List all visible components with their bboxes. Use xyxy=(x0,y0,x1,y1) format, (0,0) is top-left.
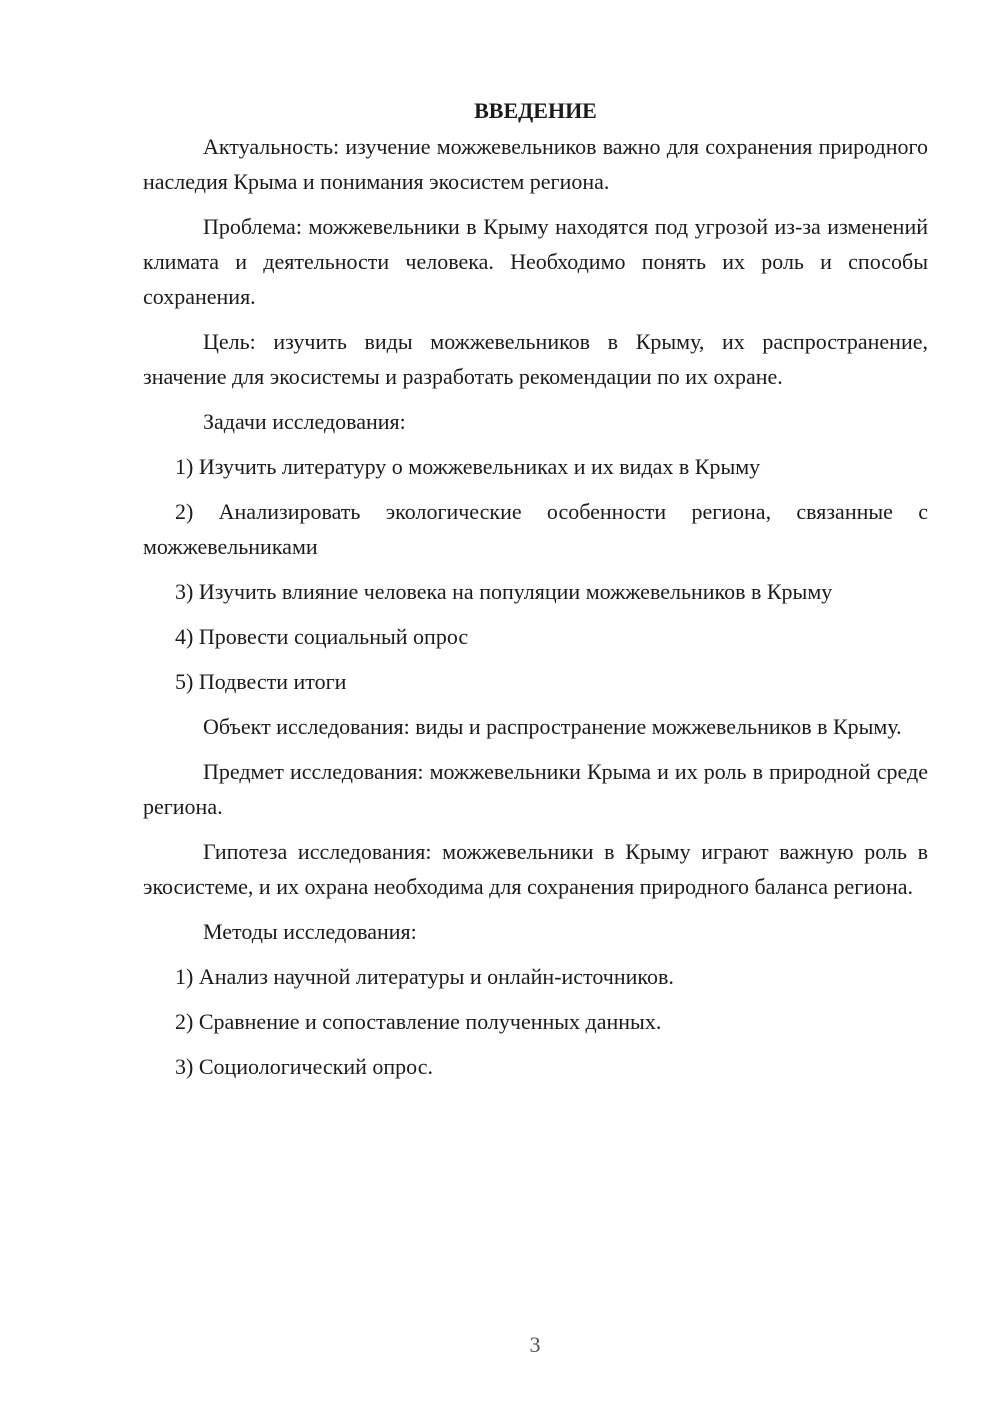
task-item: 3) Изучить влияние человека на популяции можжевельников в Крыму xyxy=(175,579,833,604)
task-item: 5) Подвести итоги xyxy=(175,669,347,694)
method-item: 2) Сравнение и сопоставление полученных данных. xyxy=(175,1009,662,1034)
page-number: 3 xyxy=(529,1332,541,1357)
task-item: 4) Провести социальный опрос xyxy=(175,624,469,649)
method-item: 3) Социологический опрос. xyxy=(175,1054,433,1079)
method-item: 1) Анализ научной литературы и онлайн-источников. xyxy=(175,964,674,989)
task-item: 2) Анализировать экологические особенности региона, связанные с можжевельниками xyxy=(143,499,928,559)
problem-paragraph: Проблема: можжевельники в Крыму находятся под угрозой из-за изменений климата и деятельности человека. Необходимо понять их роль и способы сохранения. xyxy=(143,214,928,309)
goal-paragraph: Цель: изучить виды можжевельников в Крыму, их распространение, значение для экосистемы и разработать рекомендации по их охране. xyxy=(143,329,928,389)
document-page xyxy=(143,93,928,1094)
methods-heading: Методы исследования: xyxy=(203,919,417,944)
task-item: 1) Изучить литературу о можжевельниках и их видах в Крыму xyxy=(175,454,761,479)
section-title: ВВЕДЕНИЕ xyxy=(474,98,597,123)
relevance-paragraph: Актуальность: изучение можжевельников важно для сохранения природного наследия Крыма и понимания экосистем региона. xyxy=(143,134,928,194)
subject-paragraph: Предмет исследования: можжевельники Крыма и их роль в природной среде региона. xyxy=(143,759,928,819)
object-paragraph: Объект исследования: виды и распространение можжевельников в Крыму. xyxy=(203,714,902,739)
hypothesis-paragraph: Гипотеза исследования: можжевельники в Крыму играют важную роль в экосистеме, и их охрана необходима для сохранения природного баланса региона. xyxy=(143,839,928,899)
tasks-heading: Задачи исследования: xyxy=(203,409,406,434)
